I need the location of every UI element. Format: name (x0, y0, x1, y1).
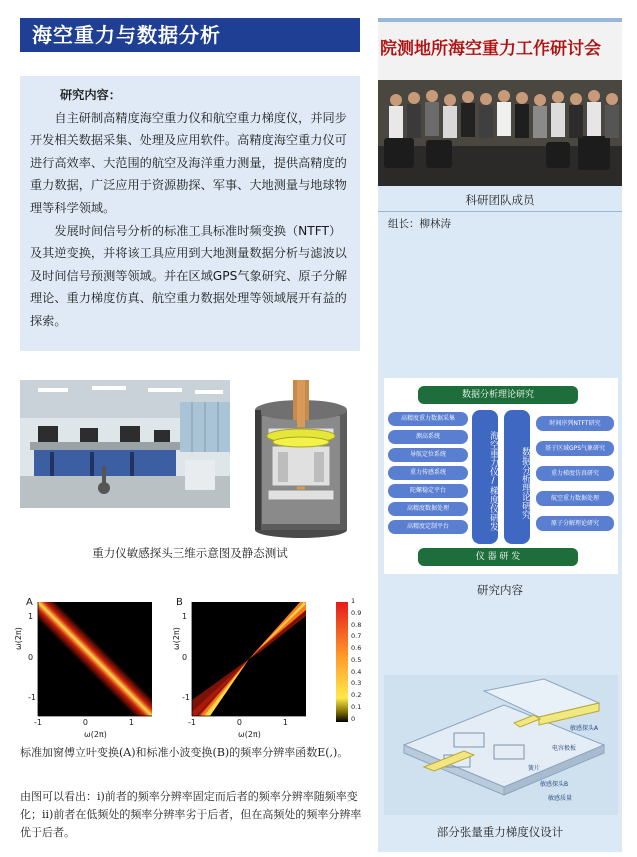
framework-left-item: 导航定位系统 (388, 448, 468, 462)
framework-left-list (388, 412, 468, 538)
conclusion-text: 由图可以看出：i)前者的频率分辨率固定而后者的频率分辨率随频率变化；ii)前者在低频处的频率分辨率劣于后者，但在高频处的频率分辨率优于后者。 (20, 790, 362, 839)
colorbar-tick: 0.8 (351, 620, 362, 629)
colorbar (336, 602, 348, 722)
lab-caption: 重力仪敏感探头三维示意图及静态测试 (92, 546, 288, 560)
team-leader: 组长：柳林涛 (388, 218, 451, 230)
research-box (20, 76, 360, 351)
tick-label: 0 (236, 718, 242, 727)
plot-b-ylabel: ω(2π) (172, 627, 181, 650)
framework-column-instrument (472, 410, 498, 544)
meeting-banner-text: 院测地所海空重力工作研讨会 (380, 39, 601, 59)
framework-right-list (536, 416, 614, 541)
framework-column-theory-label: 数据分析理论研究 (520, 447, 530, 519)
framework-bottom-label: 仪 器 研 发 (475, 552, 521, 562)
tick-label: 0 (28, 652, 34, 662)
framework-top-label: 数据分析理论研究 (461, 390, 534, 400)
tick-label: 0 (82, 718, 88, 727)
research-paragraph-2: 发展时间信号分析的标准工具标准时频变换（NTFT）及其逆变换，并将该工具应用到大地测量数据分析与滤波以及时间信号预测等领域。并在区域GPS气象研究、原子分解理论、重力梯度仿真、航空重力数据处理等领域展开有益的探索。 (30, 223, 348, 328)
colorbar-tick: 0.3 (351, 679, 362, 688)
plot-b-xticks (188, 718, 288, 727)
tick-label: -1 (182, 693, 190, 702)
plots-caption: 标准加窗傅立叶变换(A)和标准小波变换(B)的频率分辨率函数E(,)。 (20, 746, 349, 759)
gradiometer-label: 敏感质量 (548, 795, 573, 802)
tick-label: 1 (282, 718, 288, 727)
framework-left-item: 测高系统 (388, 430, 468, 444)
gravimeter-sensor-diagram (238, 380, 364, 540)
lab-photo (20, 380, 230, 508)
plot-a-ylabel: ω(2π) (14, 627, 23, 650)
research-paragraph-1: 自主研制高精度海空重力仪和航空重力梯度仪，并同步开发相关数据采集、处理及应用软件。高精度海空重力仪可进行高效率、大范围的航空及海洋重力测量，提供高精度的重力数据，广泛应用于资源勘探、军事、大地测量与地球物理等科学领域。 (30, 110, 347, 215)
framework-right-item: 重力梯度仿真研究 (536, 466, 614, 481)
framework-left-item: 高精度定制平台 (388, 520, 468, 534)
framework-bottom-bar (418, 548, 578, 566)
team-photo (378, 18, 622, 186)
framework-left-item: 高精度重力数据采集 (388, 412, 468, 426)
framework-column-instrument-label: 海空重力仪/梯度仪研发 (488, 431, 498, 531)
plot-a-area (38, 602, 152, 716)
colorbar-tick: 0 (351, 714, 356, 723)
colorbar-tick: 0.4 (351, 667, 362, 676)
page-title: 海空重力与数据分析 (20, 18, 360, 52)
framework-left-item: 高精度数据处理 (388, 502, 468, 516)
gradiometer-label: 簧片 (528, 765, 541, 772)
framework-column-theory (504, 410, 530, 544)
tick-label: -1 (34, 718, 42, 727)
framework-right-item: 航空重力数据处理 (536, 491, 614, 506)
plot-label-a: A (26, 597, 33, 608)
colorbar-tick: 1 (351, 597, 356, 605)
framework-left-item: 陀螺稳定平台 (388, 484, 468, 498)
plot-b-xlabel: ω(2π) (238, 730, 261, 739)
plot-a-xlabel: ω(2π) (84, 730, 107, 739)
plot-a-yticks (28, 612, 36, 702)
tick-label: 1 (182, 612, 188, 621)
team-divider (378, 211, 622, 212)
colorbar-tick: 0.9 (351, 608, 362, 617)
framework-caption: 研究内容 (477, 583, 523, 597)
research-heading: 研究内容： (60, 88, 121, 102)
plot-label-b: B (176, 597, 183, 608)
colorbar-tick: 0.2 (351, 691, 362, 699)
gradiometer-label: 电容极板 (552, 745, 577, 752)
framework-right-item: 时间序列NTFT研究 (536, 416, 614, 431)
plot-b-yticks (182, 612, 190, 702)
framework-left-item: 重力传感系统 (388, 466, 468, 480)
framework-right-item: 原子分解理论研究 (536, 516, 614, 531)
gradiometer-caption: 部分张量重力梯度仪设计 (436, 825, 564, 839)
gradiometer-label: 敏感探头A (570, 725, 599, 732)
team-caption: 科研团队成员 (465, 193, 535, 207)
tick-label: -1 (188, 718, 196, 727)
colorbar-tick: 0.1 (351, 702, 362, 711)
heatmap-plots (20, 596, 370, 736)
gradiometer-diagram (384, 675, 618, 815)
colorbar-tick: 0.6 (351, 644, 362, 652)
tick-label: 1 (128, 718, 134, 727)
colorbar-tick: 0.5 (351, 655, 362, 664)
colorbar-ticks (351, 598, 361, 722)
framework-right-item: 基于区域GPS气象研究 (536, 441, 614, 456)
plot-a-xticks (34, 718, 134, 727)
tick-label: 1 (28, 612, 34, 621)
tick-label: 0 (182, 652, 188, 662)
tick-label: -1 (28, 693, 36, 702)
colorbar-tick: 0.7 (351, 632, 362, 641)
framework-top-bar (418, 386, 578, 404)
gradiometer-label: 敏感探头B (540, 781, 569, 788)
